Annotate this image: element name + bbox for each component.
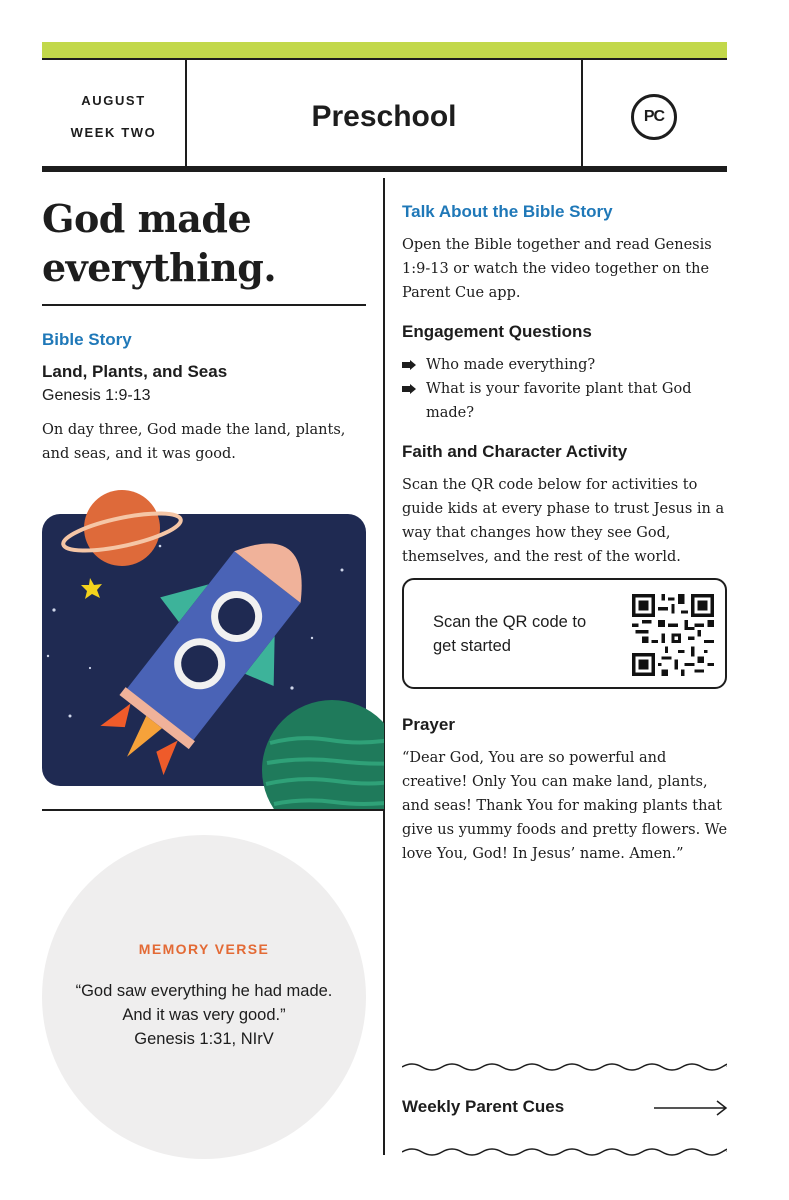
qr-code-icon[interactable] (632, 594, 714, 676)
illustration-divider (42, 809, 384, 811)
engagement-heading: Engagement Questions (402, 322, 592, 341)
story-title: Land, Plants, and Seas (42, 362, 228, 381)
header (42, 58, 727, 172)
arrow-right-icon[interactable] (654, 1098, 728, 1118)
memory-verse (60, 979, 348, 1051)
top-accent-bar (42, 42, 727, 58)
memory-verse-label: MEMORY VERSE (138, 941, 270, 957)
engagement-questions-list (402, 353, 727, 425)
arrow-bullet-icon (402, 384, 416, 394)
title-line: everything. (42, 245, 277, 290)
header-grade: Preschool (311, 100, 457, 133)
prayer-body: “Dear God, You are so powerful and creative! Only You can make land, plants, and seas! Thank You for making plants that give us yummy foods and pretty flowers. We love You, God! In Jesus’ name. Amen.” (402, 750, 728, 862)
wave-divider (402, 1146, 727, 1158)
bible-story-heading: Bible Story (42, 330, 132, 349)
title-divider (42, 304, 366, 306)
talk-body: Open the Bible together and read Genesis 1:9-13 or watch the video together on the Parent Cue app. (402, 237, 712, 301)
question-text: Who made everything? (426, 357, 596, 373)
header-month: AUGUST (81, 93, 146, 108)
page-title (42, 194, 372, 292)
qr-label: Scan the QR code to get started (433, 613, 587, 655)
memory-verse-text: “God saw everything he had made. And it was very good.” (75, 982, 333, 1024)
parent-cue-logo-icon: PC (631, 94, 677, 140)
question-text: What is your favorite plant that God made? (426, 381, 692, 421)
activity-body: Scan the QR code below for activities to guide kids at every phase to trust Jesus in a way that changes how they see God, themselves, and the rest of the world. (402, 477, 725, 565)
memory-verse-reference: Genesis 1:31, NIrV (134, 1030, 274, 1048)
list-item (402, 377, 727, 425)
list-item (402, 353, 727, 377)
activity-heading: Faith and Character Activity (402, 442, 628, 461)
prayer-heading: Prayer (402, 715, 455, 734)
arrow-bullet-icon (402, 360, 416, 370)
talk-heading: Talk About the Bible Story (402, 202, 613, 221)
title-line: God made (42, 196, 252, 241)
qr-code-card[interactable] (402, 578, 727, 689)
header-week: WEEK TWO (70, 125, 157, 140)
rocket-space-illustration (42, 488, 384, 810)
header-divider (581, 60, 583, 166)
weekly-parent-cues-link[interactable]: Weekly Parent Cues (402, 1097, 565, 1116)
story-reference: Genesis 1:9-13 (42, 387, 151, 404)
story-summary: On day three, God made the land, plants, and seas, and it was good. (42, 422, 346, 462)
wave-divider (402, 1061, 727, 1073)
